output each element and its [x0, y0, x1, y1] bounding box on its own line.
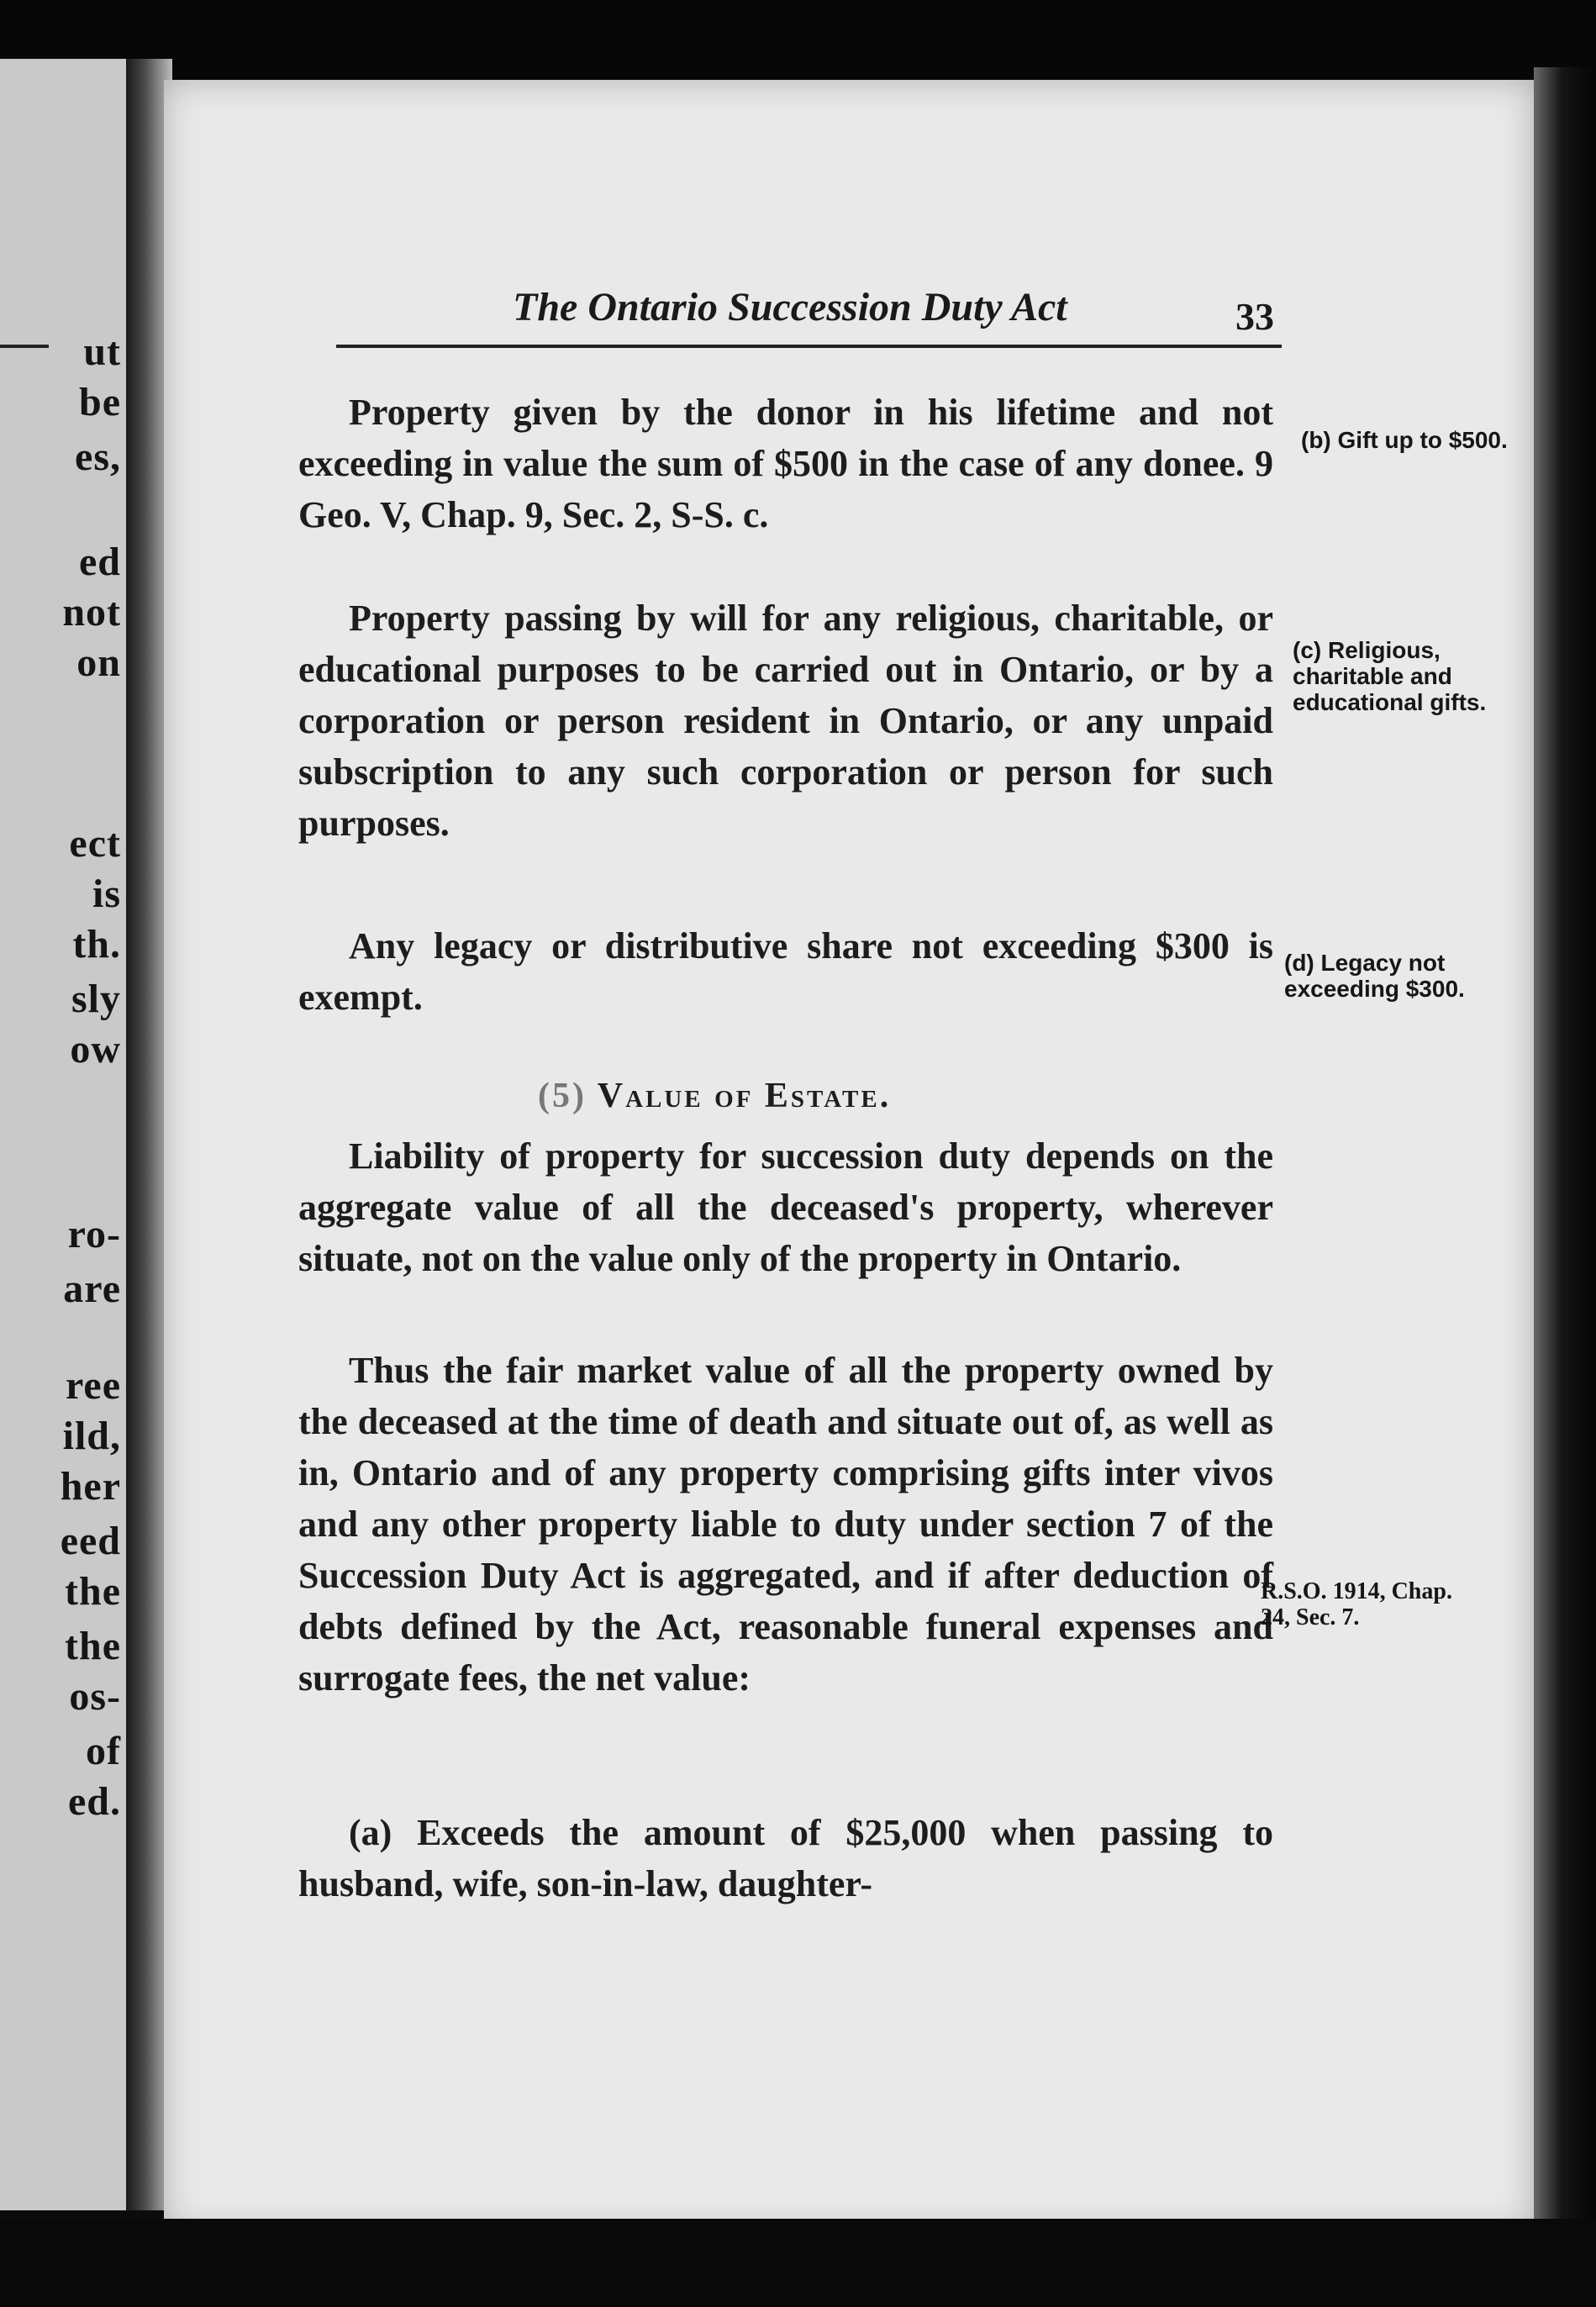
facing-page-fragment: ect: [69, 821, 121, 866]
section-heading: [538, 1076, 891, 1116]
facing-page-fragment: are: [63, 1267, 121, 1311]
paragraph-liability: Liability of property for succession duty depends on the aggregate value of all the deceased's property, wherever situate, not on the value only of the property in Ontario.: [298, 1135, 1273, 1279]
facing-page-fragment: her: [60, 1464, 121, 1509]
facing-page-fragment: ree: [65, 1363, 121, 1408]
running-head: [336, 277, 1277, 353]
facing-page-fragment: the: [65, 1624, 121, 1668]
facing-page-edge: [0, 59, 126, 2210]
facing-page-fragment: on: [76, 640, 121, 685]
margin-note-religious: (c) Religious, charitable and educational gifts.: [1293, 637, 1487, 715]
facing-page-fragment: not: [62, 590, 121, 635]
facing-page-fragment: ed: [79, 540, 121, 584]
running-title: The Ontario Succession Duty Act: [513, 285, 1067, 329]
facing-page-fragment: os-: [69, 1674, 121, 1719]
scan-right-edge: [1534, 67, 1596, 2252]
facing-page-fragment: sly: [71, 977, 121, 1021]
facing-page-fragment: th.: [72, 922, 121, 967]
facing-page-fragment: the: [65, 1569, 121, 1614]
facing-page-fragment: be: [79, 380, 121, 424]
paragraph-gift: Property given by the donor in his lifetime and not exceeding in value the sum of $500 in the case of any donee. 9 Geo. V, Chap. 9, Sec. 2, S-S. c.: [298, 392, 1273, 535]
facing-page-fragment: ro-: [67, 1212, 121, 1256]
paragraph-legacy: Any legacy or distributive share not exceeding $300 is exempt.: [298, 925, 1273, 1018]
scan-bottom-border: [0, 2219, 1596, 2307]
paragraph-clause-a: (a) Exceeds the amount of $25,000 when passing to husband, wife, son-in-law, daughter-: [298, 1812, 1273, 1904]
page-number: 33: [1235, 295, 1274, 338]
facing-page-fragment: of: [86, 1729, 121, 1773]
facing-page-fragment: ut: [83, 329, 121, 374]
margin-note-statute: R.S.O. 1914, Chap. 24, Sec. 7.: [1261, 1578, 1452, 1630]
facing-page-fragment: is: [92, 872, 121, 916]
facing-page-fragment: ow: [70, 1027, 121, 1072]
facing-page-fragment: ed.: [68, 1779, 121, 1824]
facing-page-fragment: eed: [60, 1519, 121, 1563]
section-number: (5): [538, 1077, 587, 1115]
facing-page-fragment: ild,: [62, 1414, 121, 1458]
paragraph-aggregation: Thus the fair market value of all the property owned by the deceased at the time of death and situate out of, as well as in, Ontario and of any property comprising gifts inter vivos and any other property liable to duty under section 7 of the Succession Duty Act is aggregated, and if after deduction of debts defined by the Act, reasonable funeral expenses and surrogate fees, the net value:: [298, 1350, 1273, 1699]
paragraph-religious: Property passing by will for any religious, charitable, or educational purposes to be carried out in Ontario, or by a corporation or person resident in Ontario, or any unpaid subscription to any such corporation or person for such purposes.: [298, 598, 1273, 844]
margin-note-legacy: (d) Legacy not exceeding $300.: [1284, 950, 1465, 1002]
section-title: Value of Estate.: [597, 1077, 892, 1115]
facing-page-fragment: es,: [75, 435, 121, 479]
margin-note-gift: (b) Gift up to $500.: [1301, 427, 1508, 453]
header-rule: [336, 345, 1282, 348]
